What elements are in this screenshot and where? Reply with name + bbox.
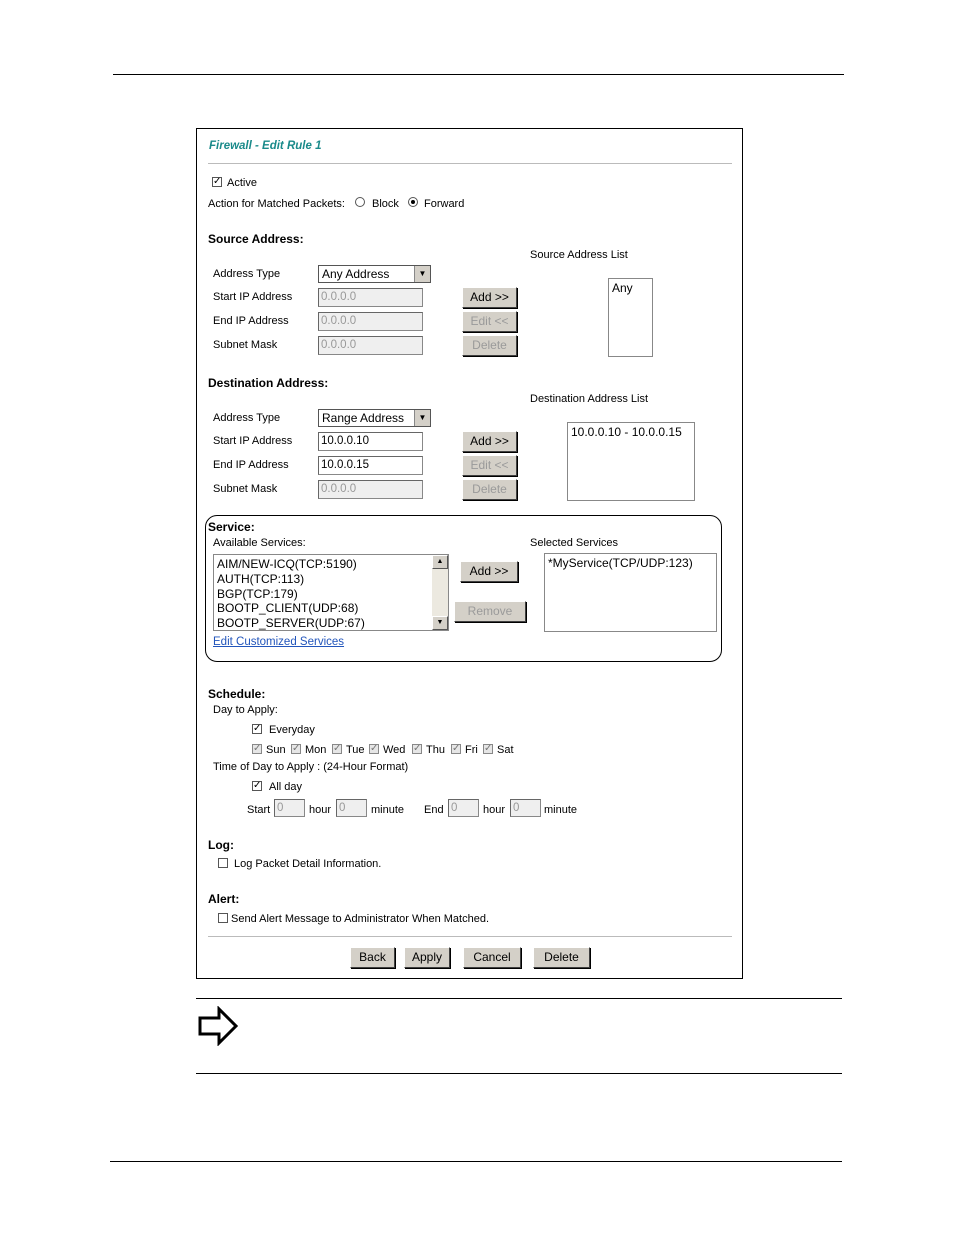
action-label: Action for Matched Packets: — [208, 198, 345, 210]
thu-label: Thu — [426, 744, 445, 756]
source-mask-input[interactable]: 0.0.0.0 — [318, 336, 423, 355]
buttons-separator — [208, 936, 732, 937]
active-label: Active — [227, 177, 257, 189]
alert-label: Send Alert Message to Administrator When Matched. — [231, 913, 490, 925]
end-minute-input[interactable]: 0 — [510, 799, 541, 817]
allday-label: All day — [269, 781, 303, 793]
scroll-down-icon[interactable]: ▼ — [432, 616, 448, 630]
source-address-list[interactable] — [608, 278, 653, 357]
thu-checkbox[interactable]: ✓ — [413, 743, 422, 754]
tue-checkbox[interactable]: ✓ — [333, 743, 342, 754]
source-edit-button[interactable]: Edit << — [462, 311, 517, 332]
tue-label: Tue — [346, 744, 365, 756]
selected-services-list[interactable] — [544, 553, 717, 632]
everyday-label: Everyday — [269, 724, 315, 736]
end-label: End — [424, 804, 444, 816]
destination-end-label: End IP Address — [213, 459, 289, 471]
sun-label: Sun — [266, 744, 286, 756]
scroll-up-icon[interactable]: ▲ — [432, 555, 448, 569]
forward-label: Forward — [424, 198, 465, 210]
cancel-button[interactable]: Cancel — [463, 947, 521, 968]
end-hour-input[interactable]: 0 — [448, 799, 479, 817]
chevron-down-icon: ▼ — [414, 266, 430, 282]
mon-checkbox[interactable]: ✓ — [292, 743, 301, 754]
page-title: Firewall - Edit Rule 1 — [209, 140, 322, 152]
alert-checkbox[interactable] — [218, 913, 228, 923]
everyday-checkbox[interactable]: ✓ — [253, 723, 262, 734]
source-end-label: End IP Address — [213, 315, 289, 327]
available-services-label: Available Services: — [213, 537, 306, 549]
start-minute-label: minute — [371, 804, 405, 816]
destination-end-ip-input[interactable]: 10.0.0.15 — [318, 456, 423, 475]
list-item[interactable]: 10.0.0.10 - 10.0.0.15 — [571, 425, 682, 439]
start-label: Start — [247, 804, 271, 816]
note-arrow-icon — [197, 1006, 241, 1046]
source-address-type-value: Any Address — [322, 267, 390, 281]
active-checkbox[interactable]: ✓ — [213, 176, 222, 187]
sun-checkbox[interactable]: ✓ — [253, 743, 262, 754]
destination-list-label: Destination Address List — [530, 393, 649, 405]
destination-heading: Destination Address: — [208, 376, 329, 390]
service-remove-button[interactable]: Remove — [454, 601, 526, 622]
delete-button[interactable]: Delete — [533, 947, 590, 968]
destination-mask-label: Subnet Mask — [213, 483, 278, 495]
destination-mask-input[interactable]: 0.0.0.0 — [318, 480, 423, 499]
fri-label: Fri — [465, 744, 478, 756]
note-top-rule — [196, 998, 842, 999]
wed-checkbox[interactable]: ✓ — [370, 743, 379, 754]
source-delete-button[interactable]: Delete — [462, 335, 517, 356]
service-add-button[interactable]: Add >> — [460, 561, 518, 582]
service-heading: Service: — [208, 520, 255, 534]
list-item[interactable]: BGP(TCP:179) — [217, 586, 298, 601]
bottom-rule — [110, 1161, 842, 1162]
start-minute-input[interactable]: 0 — [336, 799, 367, 817]
source-list-label: Source Address List — [530, 249, 628, 261]
alert-heading: Alert: — [208, 892, 240, 906]
destination-address-type-select[interactable] — [318, 409, 431, 427]
source-add-button[interactable]: Add >> — [462, 287, 517, 308]
back-button[interactable]: Back — [350, 947, 395, 968]
day-to-apply-label: Day to Apply: — [213, 704, 278, 716]
list-item[interactable]: BOOTP_SERVER(UDP:67) — [217, 616, 365, 631]
time-of-day-label: Time of Day to Apply : (24-Hour Format) — [213, 761, 409, 773]
end-minute-label: minute — [544, 804, 578, 816]
source-heading: Source Address: — [208, 232, 304, 246]
start-hour-input[interactable]: 0 — [274, 799, 305, 817]
wed-label: Wed — [383, 744, 406, 756]
list-item[interactable]: *MyService(TCP/UDP:123) — [548, 556, 693, 570]
list-item[interactable]: BOOTP_CLIENT(UDP:68) — [217, 601, 359, 616]
mon-label: Mon — [305, 744, 327, 756]
list-item[interactable]: AUTH(TCP:113) — [217, 571, 305, 586]
selected-services-label: Selected Services — [530, 537, 619, 549]
chevron-down-icon: ▼ — [414, 410, 430, 426]
sat-checkbox[interactable]: ✓ — [484, 743, 493, 754]
destination-delete-button[interactable]: Delete — [462, 479, 517, 500]
list-item[interactable]: AIM/NEW-ICQ(TCP:5190) — [217, 557, 357, 571]
source-address-type-select[interactable] — [318, 265, 431, 283]
source-mask-label: Subnet Mask — [213, 339, 278, 351]
start-hour-label: hour — [309, 804, 332, 816]
destination-address-type-label: Address Type — [213, 412, 281, 424]
source-address-type-label: Address Type — [213, 268, 281, 280]
source-start-label: Start IP Address — [213, 291, 293, 303]
forward-radio[interactable] — [408, 197, 418, 207]
destination-address-type-value: Range Address — [322, 411, 405, 425]
destination-start-ip-input[interactable]: 10.0.0.10 — [318, 432, 423, 451]
block-label: Block — [372, 198, 399, 210]
edit-customized-services-link[interactable]: Edit Customized Services — [213, 636, 345, 648]
log-heading: Log: — [208, 838, 234, 852]
note-bottom-rule — [196, 1073, 842, 1074]
source-end-ip-input[interactable]: 0.0.0.0 — [318, 312, 423, 331]
top-rule — [113, 74, 844, 75]
list-item[interactable]: Any — [612, 281, 633, 295]
title-separator — [208, 163, 732, 164]
allday-checkbox[interactable]: ✓ — [253, 780, 262, 791]
sat-label: Sat — [497, 744, 514, 756]
destination-add-button[interactable]: Add >> — [462, 431, 517, 452]
fri-checkbox[interactable]: ✓ — [452, 743, 461, 754]
firewall-edit-rule-panel — [196, 128, 743, 979]
destination-address-list[interactable] — [567, 422, 695, 501]
block-radio[interactable] — [355, 197, 365, 207]
services-scrollbar[interactable] — [432, 555, 448, 630]
source-start-ip-input[interactable]: 0.0.0.0 — [318, 288, 423, 307]
available-services-list[interactable] — [213, 554, 449, 631]
apply-button[interactable]: Apply — [404, 947, 450, 968]
destination-edit-button[interactable]: Edit << — [462, 455, 517, 476]
log-checkbox[interactable] — [218, 858, 228, 868]
log-label: Log Packet Detail Information. — [234, 858, 382, 870]
destination-start-label: Start IP Address — [213, 435, 293, 447]
end-hour-label: hour — [483, 804, 506, 816]
schedule-heading: Schedule: — [208, 687, 266, 701]
